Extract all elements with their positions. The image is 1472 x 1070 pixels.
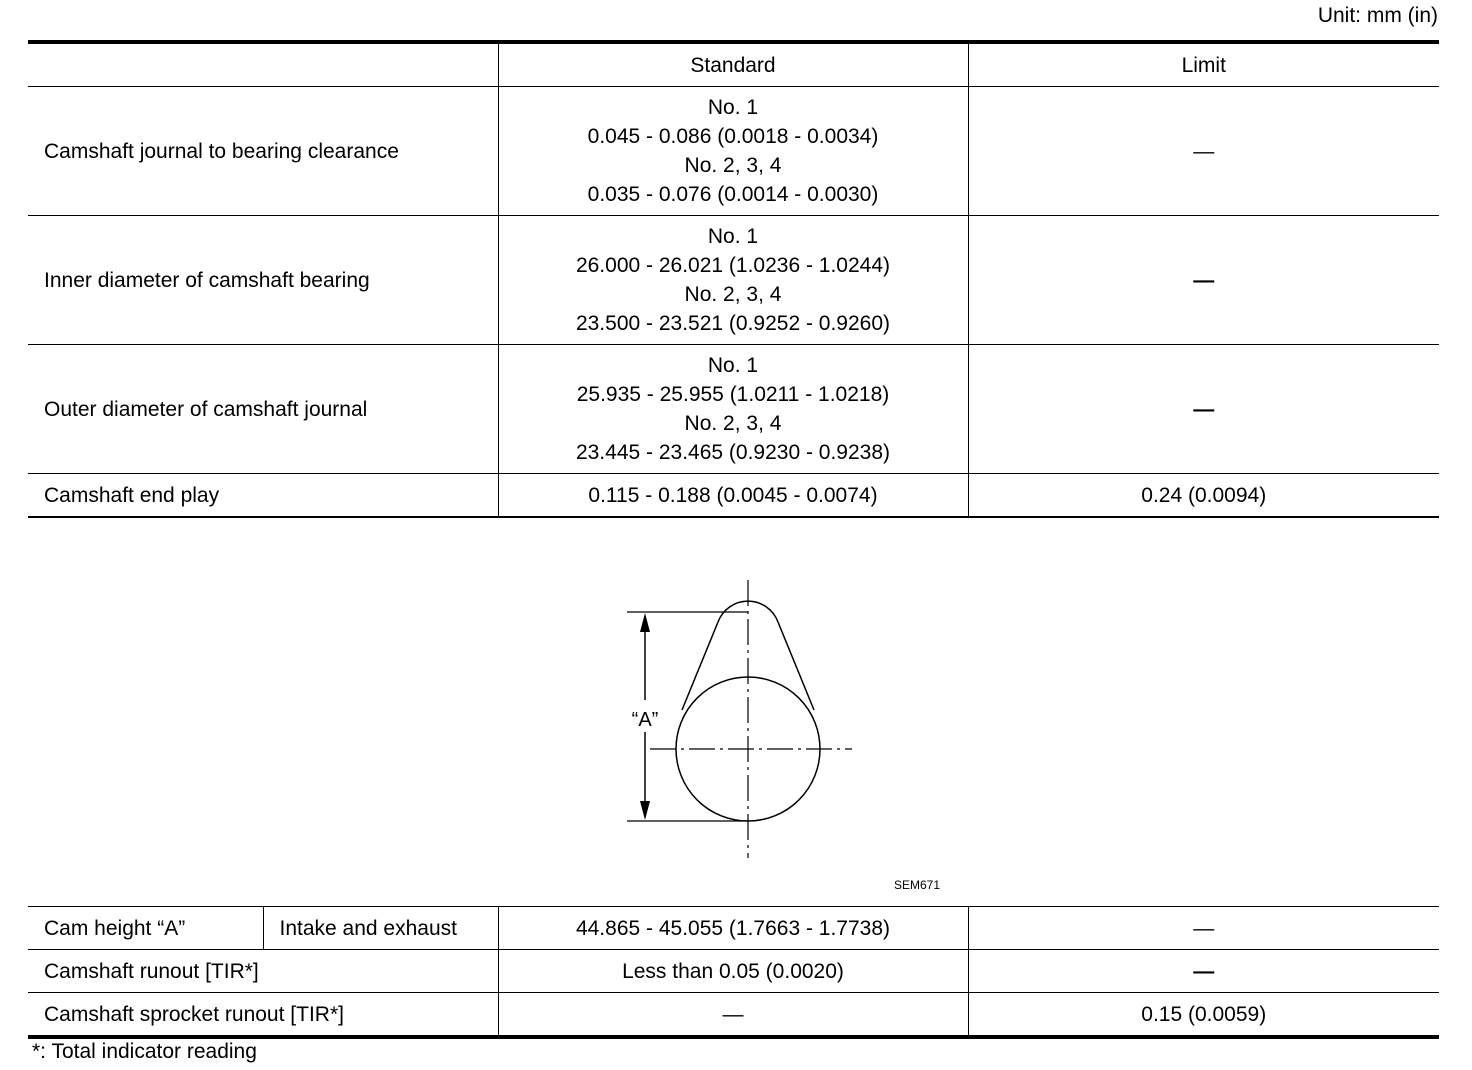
row-sublabel: Intake and exhaust <box>263 907 498 950</box>
standard-line: No. 2, 3, 4 <box>684 154 782 177</box>
standard-line: No. 2, 3, 4 <box>684 412 782 435</box>
row-label: Inner diameter of camshaft bearing <box>28 216 498 345</box>
row-label: Camshaft sprocket runout [TIR*] <box>28 993 498 1038</box>
standard-line: 25.935 - 25.955 (1.0211 - 1.0218) <box>576 383 890 406</box>
header-limit: Limit <box>968 42 1439 87</box>
header-blank <box>28 42 498 87</box>
standard-line: No. 2, 3, 4 <box>684 283 782 306</box>
row-label: Outer diameter of camshaft journal <box>28 345 498 474</box>
table-row <box>28 474 1439 518</box>
row-standard <box>498 345 968 474</box>
standard-line: 23.445 - 23.465 (0.9230 - 0.9238) <box>575 441 891 464</box>
row-limit: — <box>968 345 1439 474</box>
table-row <box>28 216 1439 345</box>
row-label: Camshaft end play <box>28 474 498 518</box>
standard-line: No. 1 <box>707 354 759 377</box>
cam-height-table <box>28 906 1439 1039</box>
row-limit: — <box>968 216 1439 345</box>
figure-id: SEM671 <box>894 878 941 892</box>
row-standard: 0.115 - 0.188 (0.0045 - 0.0074) <box>498 474 968 518</box>
dimension-label-a: “A” <box>631 709 659 731</box>
row-standard: 44.865 - 45.055 (1.7663 - 1.7738) <box>498 907 968 950</box>
arrow-up-icon <box>640 613 650 632</box>
lobe-flank-right <box>778 622 814 710</box>
row-limit: 0.24 (0.0094) <box>968 474 1439 518</box>
standard-line: No. 1 <box>707 225 759 248</box>
row-standard <box>498 216 968 345</box>
standard-line: 0.045 - 0.086 (0.0018 - 0.0034) <box>587 125 879 148</box>
row-label: Camshaft journal to bearing clearance <box>28 87 498 216</box>
table-header-row <box>28 42 1439 87</box>
cam-lobe-diagram <box>600 570 960 900</box>
row-label: Cam height “A” <box>28 907 263 950</box>
standard-line: No. 1 <box>707 96 759 119</box>
row-standard: Less than 0.05 (0.0020) <box>498 950 968 993</box>
row-standard: — <box>498 993 968 1038</box>
row-standard <box>498 87 968 216</box>
row-label: Camshaft runout [TIR*] <box>28 950 498 993</box>
table-row <box>28 87 1439 216</box>
standard-line: 26.000 - 26.021 (1.0236 - 1.0244) <box>575 254 891 277</box>
table-row <box>28 907 1439 950</box>
table-row <box>28 950 1439 993</box>
lobe-flank-left <box>682 622 718 710</box>
arrow-down-icon <box>640 801 650 820</box>
table-row <box>28 345 1439 474</box>
row-limit: — <box>968 950 1439 993</box>
standard-line: 23.500 - 23.521 (0.9252 - 0.9260) <box>575 312 891 335</box>
row-limit: 0.15 (0.0059) <box>968 993 1439 1038</box>
table-row <box>28 993 1439 1038</box>
footnote: *: Total indicator reading <box>32 1040 257 1063</box>
row-limit: — <box>968 907 1439 950</box>
unit-label: Unit: mm (in) <box>1317 4 1438 27</box>
row-limit: — <box>968 87 1439 216</box>
standard-line: 0.035 - 0.076 (0.0014 - 0.0030) <box>587 183 879 206</box>
header-standard: Standard <box>498 42 968 87</box>
camshaft-spec-table <box>28 40 1439 518</box>
